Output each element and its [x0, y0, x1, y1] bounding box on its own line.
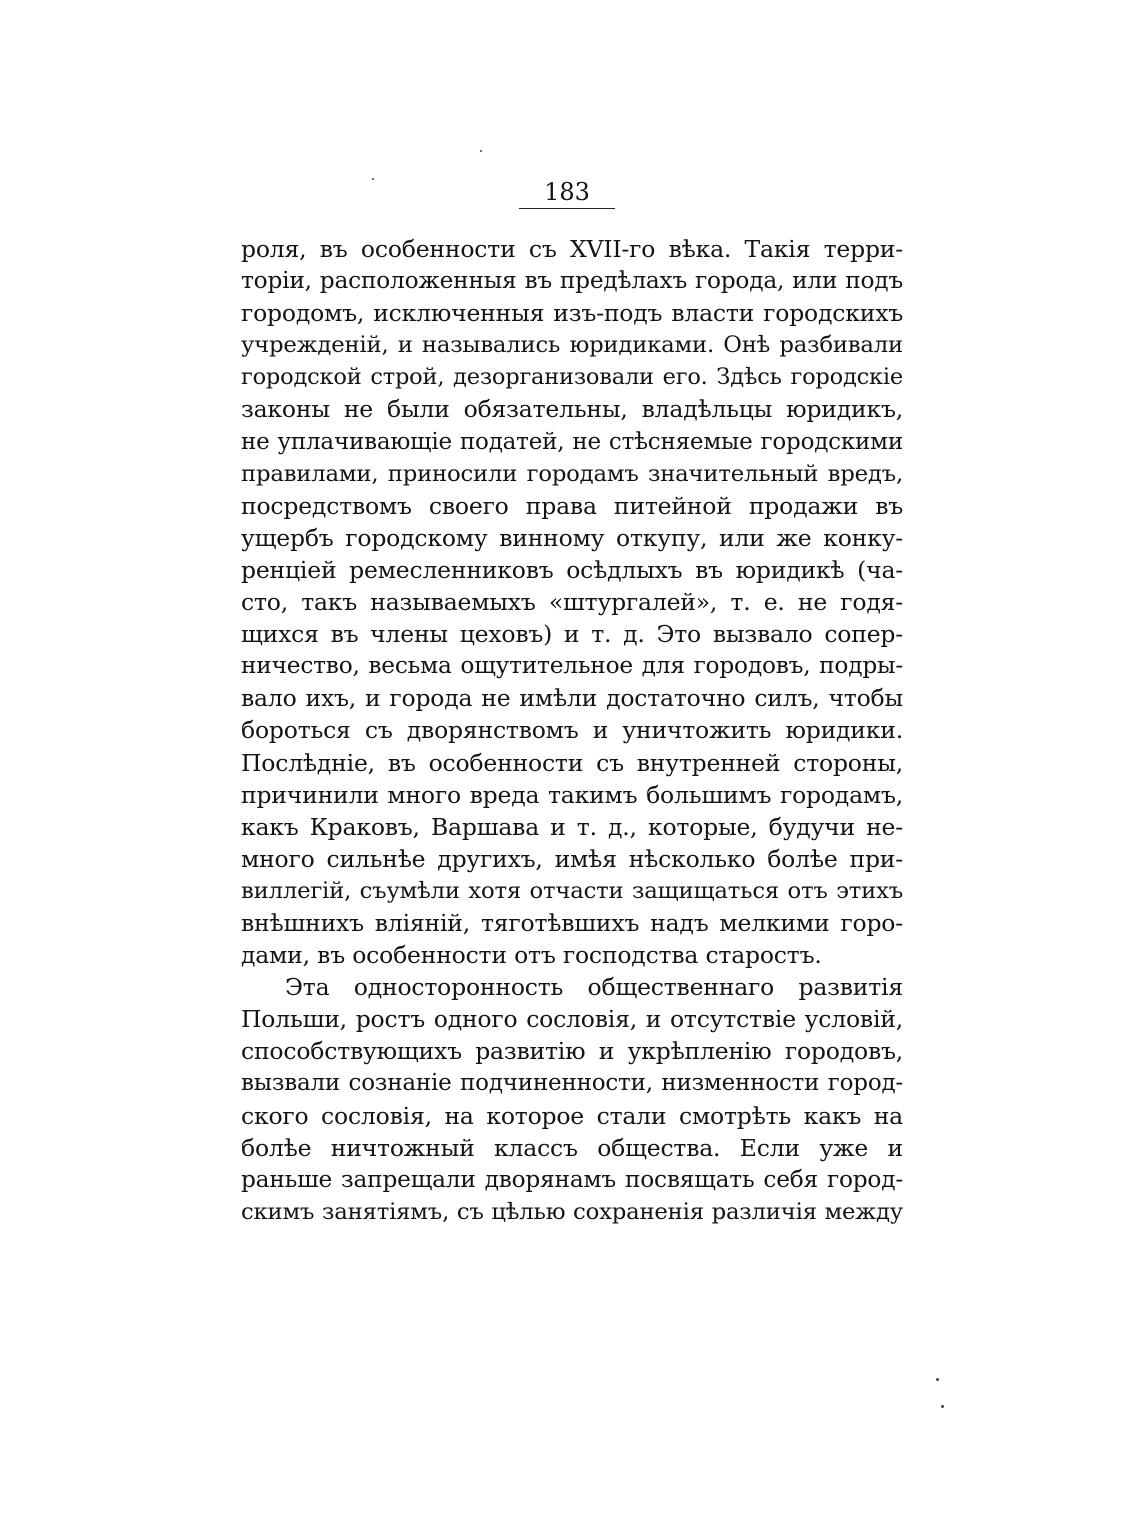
text-line: городской строй, дезорганизовали его. Здѣсь городскіе	[241, 364, 903, 391]
text-line: вызвали сознаніе подчиненности, низменности город-	[241, 1070, 903, 1097]
scan-speck	[941, 1405, 944, 1408]
text-line: роля, въ особенности съ XVII-го вѣка. Такія терри-	[241, 235, 903, 263]
text-line: вало ихъ, и города не имѣли достаточно силъ, чтобы	[241, 684, 903, 713]
text-line: много сильнѣе другихъ, имѣя нѣсколько болѣе при-	[241, 844, 903, 873]
text-line: раньше запрещали дворянамъ посвящать себя город-	[241, 1165, 903, 1193]
text-line: правилами, приносили городамъ значительный вредъ,	[241, 460, 903, 487]
scan-speck	[480, 150, 482, 152]
text-line: дами, въ особенности отъ господства старостъ.	[241, 941, 822, 970]
text-line: ничество, весьма ощутительное для городовъ, подры-	[241, 652, 903, 680]
text-line: сто, такъ называемыхъ «штургалей», т. е. не годя-	[241, 588, 903, 617]
text-line: какъ Краковъ, Варшава и т. д., которые, будучи не-	[241, 812, 903, 841]
text-line: скимъ занятіямъ, съ цѣлью сохраненія различія между	[241, 1198, 903, 1225]
text-line: ского сословія, на которое стали смотрѣть какъ на	[241, 1101, 903, 1130]
text-line: посредствомъ своего права питейной продажи въ	[241, 491, 903, 520]
text-line: виллегій, съумѣли хотя отчасти защищаться отъ этихъ	[241, 877, 903, 904]
text-line: учрежденій, и назывались юридиками. Онѣ разбивали	[241, 332, 903, 359]
scan-speck	[372, 178, 374, 180]
text-line: Послѣдніе, въ особенности съ внутренней стороны,	[241, 748, 903, 777]
text-line: городомъ, исключенныя изъ-подъ власти городскихъ	[241, 299, 903, 328]
header-rule	[519, 208, 615, 209]
text-line: ренціей ремесленниковъ осѣдлыхъ въ юридикѣ (ча-	[241, 555, 903, 584]
text-line: болѣе ничтожный классъ общества. Если уже и	[241, 1133, 903, 1162]
text-line: щихся въ члены цеховъ) и т. д. Это вызвало сопер-	[241, 620, 903, 649]
text-line: бороться съ дворянствомъ и уничтожить юридики.	[241, 716, 903, 745]
text-line: торіи, расположенныя въ предѣлахъ города, или подъ	[241, 267, 903, 295]
text-line: способствующихъ развитію и укрѣпленію городовъ,	[241, 1037, 903, 1066]
text-line: ущербъ городскому винному откупу, или же конку-	[241, 523, 903, 552]
text-line: Польши, ростъ одного сословія, и отсутствіе условій,	[241, 1005, 903, 1034]
text-line: внѣшнихъ вліяній, тяготѣвшихъ надъ мелкими горо-	[241, 908, 903, 937]
body-text	[241, 233, 903, 1228]
text-line: причинили много вреда такимъ большимъ городамъ,	[241, 780, 903, 809]
text-line: не уплачивающіе податей, не стѣсняемые городскими	[241, 428, 903, 455]
text-line: законы не были обязательны, владѣльцы юридикъ,	[241, 395, 903, 424]
text-line: Эта односторонность общественнаго развитія	[285, 973, 903, 1002]
scan-speck	[936, 1378, 939, 1381]
page-number: 183	[544, 178, 590, 206]
